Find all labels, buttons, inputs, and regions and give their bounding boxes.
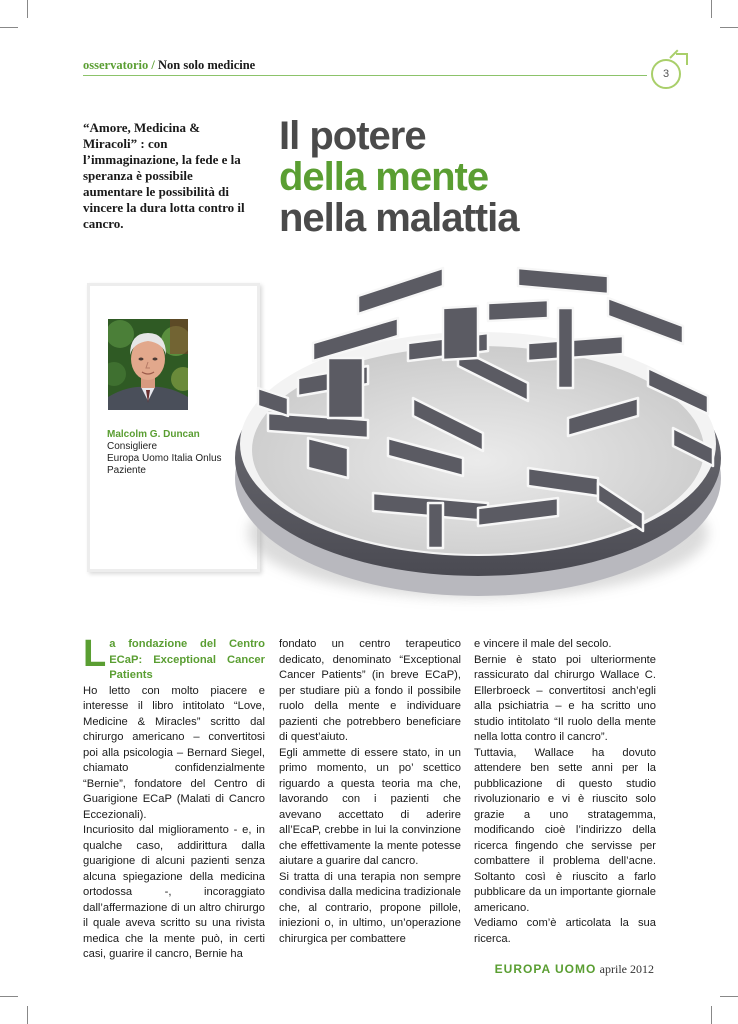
paragraph: fondato un centro terapeutico dedicato, denominato “Exceptional Cancer Patients” (in breve ECaP), per studiare più a fondo il possibile ruolo della mente e individuare pazienti che potrebbero beneficiare di quest’aiuto. [279, 638, 461, 743]
paragraph: Tuttavia, Wallace ha dovuto attendere ben sette anni per la pubblicazione di questo studio rivoluzionario e vi è riuscito solo grazie a uno stratagemma, modificando cioè l’indirizzo della ricerca fingendo che servisse per combattere il problema dell’acne. Soltanto così è riuscito a farlo pubblicare da un importante giornale americano. [474, 746, 656, 914]
title-line-3: nella malattia [279, 196, 519, 240]
crop-mark [711, 0, 712, 18]
portrait-illustration [108, 319, 188, 410]
paragraph: Vediamo com’è articolata la sua ricerca. [474, 917, 656, 945]
magazine-brand: EUROPA UOMO [494, 962, 597, 976]
title-line-2: della mente [279, 155, 489, 199]
section-separator: / [151, 58, 155, 72]
paragraph: e vincere il male del secolo. [474, 638, 612, 650]
drop-cap: L [83, 633, 107, 675]
paragraph: Incuriosito dal miglioramento - e, in qualche caso, addirittura dalla guarigione di alcuni pazienti senza alcuna spiegazione della medicina ortodossa -, incoraggiato dall’affermazione di un altro chirurgo il quale aveva scritto su una rivista medica che la mente può, in certi casi, guarire il cancro, Bernie ha [83, 824, 265, 960]
author-organization: Europa Uomo Italia Onlus [107, 453, 222, 464]
crop-mark [27, 1006, 28, 1024]
paragraph: Egli ammette di essere stato, in un primo momento, un po’ scettico riguardo a questa teoria ma che, lavorando con i pazienti che avevano accettato di aderire all’EcaP, crebbe in lui la convinzione che effettivamente la mente potesse aiutare a guarire dal cancro. [279, 746, 461, 867]
paragraph: Si tratta di una terapia non sempre condivisa dalla medicina tradizionale che, al contrario, propone pillole, iniezioni o, in ultimo, un’operazione chirurgica per combattere [279, 870, 461, 945]
section-name: osservatorio [83, 58, 149, 72]
crop-mark [720, 27, 738, 28]
paragraph: Ho letto con molto piacere e interesse il libro intitolato “Love, Medicine & Miracles” scritto dal chirurgo americano – convertitosi poi alla psicologia – Bernard Siegel, chiamato confidenzialmente “Bernie”, fondatore del Centro di Guarigione ECaP (Malati di Cancro Eccezionali). [83, 684, 265, 821]
body-column-2 [279, 637, 461, 947]
paragraph: Bernie è stato poi ulteriormente rassicurato dal chirurgo Wallace C. Ellerbroeck – convertitosi anch’egli alla psichiatria – e ha scritto uno studio intitolato “Il ruolo della mente nella lotta contro il cancro”. [474, 653, 656, 743]
article-title [279, 116, 518, 239]
lead-heading: a fondazione del Centro ECaP: Exceptional Cancer Patients [109, 638, 265, 681]
header-rule [83, 75, 647, 76]
crop-mark [0, 27, 18, 28]
page-number: 3 [662, 68, 670, 80]
maze-illustration [228, 248, 728, 623]
crop-mark [720, 996, 738, 997]
section-header [83, 58, 255, 73]
page-footer [495, 962, 654, 977]
male-symbol-icon [651, 59, 681, 89]
issue-date: aprile 2012 [599, 962, 654, 976]
crop-mark [711, 1006, 712, 1024]
crop-mark [27, 0, 28, 18]
author-status: Paziente [107, 465, 146, 476]
body-column-1 [83, 633, 265, 963]
author-role: Consigliere [107, 441, 158, 452]
body-column-3 [474, 637, 656, 947]
subsection-name: Non solo medicine [158, 58, 256, 72]
author-portrait [108, 319, 188, 410]
author-name: Malcolm G. Duncan [107, 429, 200, 440]
intro-summary: “Amore, Medicina & Miracoli” : con l’immaginazione, la fede e la speranza è possibile aumentare le possibilità di vincere la dura lotta contro il cancro. [83, 120, 245, 231]
crop-mark [0, 996, 18, 997]
title-line-1: Il potere [279, 114, 426, 158]
lead-paragraph [83, 633, 265, 684]
author-caption [107, 429, 222, 477]
